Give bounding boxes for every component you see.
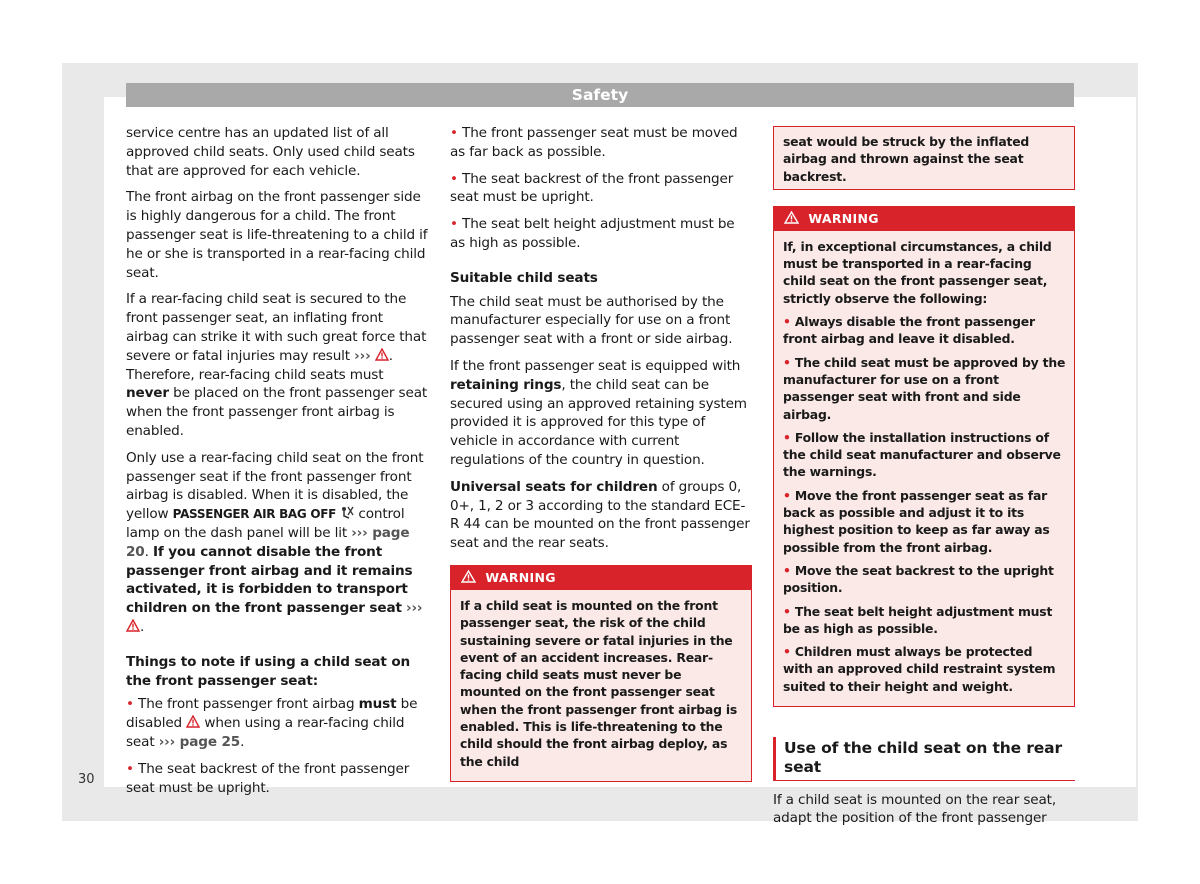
warning-header	[451, 566, 751, 590]
page-header	[126, 83, 1074, 107]
warning-title: WARNING	[808, 210, 879, 226]
bullet-icon: •	[126, 696, 134, 713]
column-3	[773, 124, 1075, 836]
subheading: Suitable child seats	[450, 269, 598, 286]
text: If a rear-facing child seat is secured to the front passenger seat, an inflating front airbag can strike it with such great force that severe or fatal injuries may result	[126, 291, 427, 364]
warning-box	[450, 565, 752, 782]
warning-body	[774, 231, 1074, 706]
warning-triangle-icon	[461, 570, 476, 583]
warning-text: seat would be struck by the inflated airbag and thrown against the seat backrest.	[783, 134, 1030, 184]
warning-item	[783, 562, 1066, 597]
reference-text: page 25	[179, 733, 241, 750]
bullet-icon: •	[783, 644, 791, 660]
text: , the child seat can be secured using an approved retaining system provided it is approved for this type of vehicle in accordance with current regulations of the country in question.	[450, 376, 747, 468]
page-reference-25[interactable]	[159, 734, 240, 750]
warning-item	[783, 313, 1066, 348]
reference-arrow: ›››	[351, 524, 368, 541]
paragraph: The front airbag on the front passenger side is highly dangerous for a child. The front passenger seat is life-threatening to a child if he or she is transported in a rear-facing child seat.	[126, 189, 428, 281]
reference-arrow[interactable]: ›››	[406, 600, 423, 617]
text: If the front passenger seat is equipped with	[450, 357, 741, 374]
section-heading: Use of the child seat on the rear seat	[773, 737, 1075, 781]
warning-triangle-icon	[784, 211, 799, 224]
text: Move the front passenger seat as far back as possible and adjust it to its highest position to keep as far away as possible from the front airbag.	[783, 487, 1050, 555]
text: The front passenger front airbag	[138, 696, 355, 713]
text-bold: Universal seats for children	[450, 478, 658, 495]
paragraph: The child seat must be authorised by the manufacturer especially for use on a front passenger seat with a front or side airbag.	[450, 293, 733, 348]
text-bold: If you cannot disable the front passenger front airbag and it remains activated, it is forbidden to transport children on the front passenger seat	[126, 543, 413, 617]
bullet-icon: •	[450, 170, 458, 187]
text: Children must always be protected with an approved child restraint system suited to their height and weight.	[783, 644, 1056, 694]
text: be disabled	[126, 696, 418, 732]
list-item	[126, 760, 428, 798]
warning-item	[783, 643, 1066, 695]
bullet-icon: •	[450, 125, 458, 141]
bullet-icon: •	[783, 354, 791, 370]
text-bold: retaining rings	[450, 376, 562, 393]
warning-box-continued	[773, 126, 1075, 190]
warning-triangle-icon	[186, 715, 200, 728]
text: The front passenger seat must be moved as far back as possible.	[450, 125, 738, 160]
text: .	[144, 543, 149, 560]
warning-triangle-icon	[126, 619, 140, 632]
bullet-icon: •	[126, 760, 134, 777]
text: Follow the installation instructions of the child seat manufacturer and observe the warnings.	[783, 429, 1061, 480]
list-item	[450, 215, 752, 253]
page-number: 30	[78, 772, 95, 787]
text: The seat belt height adjustment must be as high as possible.	[450, 216, 735, 251]
bullet-icon: •	[450, 216, 458, 233]
text: The seat belt height adjustment must be as high as possible.	[783, 603, 1053, 636]
list-item	[126, 695, 428, 751]
list-item	[450, 170, 752, 208]
reference-text: page 20	[126, 524, 410, 560]
text: Only use a rear-facing child seat on the front passenger seat if the front passenger front airbag is disabled. When it is disabled, the yellow	[126, 449, 424, 523]
warning-text: If a child seat is mounted on the front passenger seat, the risk of the child sustaining severe or fatal injuries in the event of an accident increases. Rear-facing child seats must never be mounted on the front passenger seat when the front passenger front airbag is enabled. This is life-threatening to the child should the front airbag deploy, as the child	[460, 597, 738, 769]
paragraph	[450, 478, 752, 553]
list-item	[450, 124, 752, 162]
warning-item	[783, 429, 1066, 481]
text: .	[140, 618, 145, 635]
text: . Therefore, rear-facing child seats must	[126, 347, 393, 383]
text: of groups 0, 0+, 1, 2 or 3 according to the standard ECE-R 44 can be mounted on the front passenger seat and the rear seats.	[450, 478, 750, 552]
paragraph	[450, 357, 752, 470]
text: when using a rear-facing child seat	[126, 715, 405, 750]
lamp-label: PASSENGER AIR BAG OFF	[172, 507, 337, 522]
text: The seat backrest of the front passenger seat must be upright.	[126, 760, 410, 796]
warning-item	[783, 354, 1066, 423]
warning-item	[783, 487, 1066, 556]
reference-arrow: ›››	[158, 733, 176, 750]
warning-item	[783, 603, 1066, 638]
column-1	[126, 124, 428, 805]
warning-header	[774, 207, 1074, 231]
warning-title: WARNING	[485, 569, 556, 585]
bullet-icon: •	[783, 487, 791, 503]
text: The child seat must be approved by the manufacturer for use on a front passenger seat with front and side airbag.	[783, 354, 1066, 422]
text: Move the seat backrest to the upright position.	[783, 562, 1054, 596]
text: Always disable the front passenger front airbag and leave it disabled.	[783, 314, 1035, 347]
reference-arrow[interactable]: ›››	[354, 347, 371, 364]
text: be placed on the front passenger seat when the front passenger front airbag is enabled.	[126, 385, 428, 439]
bullet-icon: •	[783, 562, 791, 578]
paragraph: service centre has an updated list of all approved child seats. Only used child seats that are approved for each vehicle.	[126, 125, 415, 179]
airbag-off-icon	[340, 506, 354, 519]
warning-triangle-icon	[375, 348, 389, 361]
text: .	[240, 733, 245, 750]
bullet-icon: •	[783, 603, 791, 619]
header-title: Safety	[571, 86, 629, 104]
warning-box	[773, 206, 1075, 707]
warning-intro: If, in exceptional circumstances, a child must be transported in a rear-facing child seat on the front passenger seat, strictly observe the following:	[783, 238, 1052, 306]
bullet-icon: •	[783, 429, 791, 445]
text-bold: must	[358, 696, 397, 713]
paragraph: If a child seat is mounted on the rear seat, adapt the position of the front passenger	[773, 791, 1057, 827]
text: control lamp on the dash panel will be lit	[126, 506, 405, 541]
text-bold: never	[126, 385, 169, 402]
subheading: Things to note if using a child seat on the front passenger seat:	[126, 653, 411, 689]
column-2	[450, 124, 752, 782]
warning-body	[451, 590, 751, 781]
bullet-icon: •	[783, 314, 791, 330]
paragraph	[126, 290, 428, 440]
paragraph	[126, 449, 428, 637]
text: The seat backrest of the front passenger seat must be upright.	[450, 170, 734, 206]
